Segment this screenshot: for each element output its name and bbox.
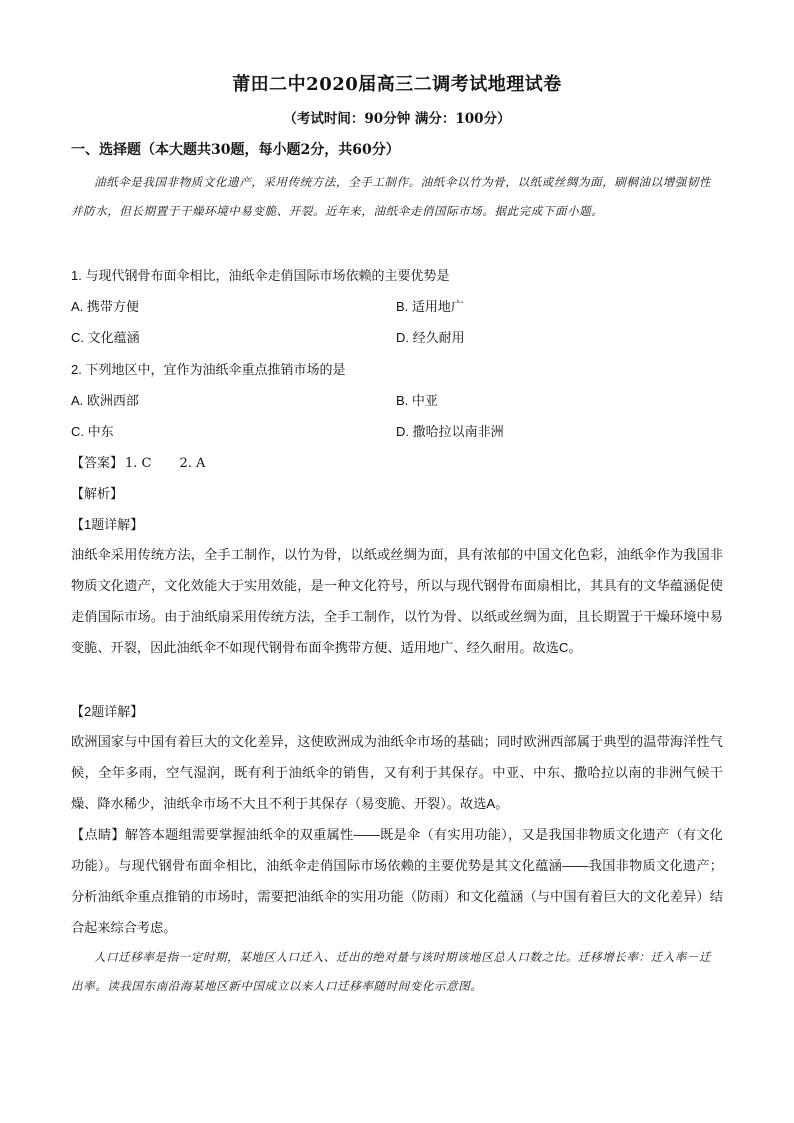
analysis-label: 【解析】 xyxy=(71,486,124,501)
material-passage-1: 油纸伞是我国非物质文化遗产，采用传统方法，全手工制作。油纸伞以竹为骨，以纸或丝绸为面，刷桐油以增强韧性并防水，但长期置于干燥环境中易变脆、开裂。近年来，油纸伞走俏国际市场。据此完成下面小题。 xyxy=(71,175,712,218)
q2-option-c: C. 中东 xyxy=(71,424,114,439)
comment-paragraph xyxy=(71,819,723,943)
comment-text: 解答本题组需要掌握油纸伞的双重属性——既是伞（有实用功能），又是我国非物质文化遗产（有文化功能）。与现代钢骨布面伞相比，油纸伞走俏国际市场依赖的主要优势是其文化蕴涵——我国非物质文化遗产；分析油纸伞重点推销的市场时，需要把油纸伞的实用功能（防雨）和文化蕴涵（与中国有着巨大的文化差异）结合起来综合考虑。 xyxy=(71,827,723,935)
detail-1-text: 油纸伞采用传统方法，全手工制作，以竹为骨，以纸或丝绸为面，具有浓郁的中国文化色彩，油纸伞作为我国非物质文化遗产，文化效能大于实用效能，是一种文化符号，所以与现代钢骨布面扇相比，其具有的文华蕴涵促使走俏国际市场。由于油纸扇采用传统方法，全手工制作，以竹为骨、以纸或丝绸为面，且长期置于干燥环境中易变脆、开裂，因此油纸伞不如现代钢骨布面伞携带方便、适用地广、经久耐用。故选C。 xyxy=(71,547,723,655)
answer-line xyxy=(71,452,205,471)
q2-option-b: B. 中亚 xyxy=(396,393,438,408)
question-1-stem: 1. 与现代钢骨布面伞相比，油纸伞走俏国际市场依赖的主要优势是 xyxy=(71,268,450,283)
detail-2-label: 【2题详解】 xyxy=(71,704,144,719)
q2-option-a: A. 欧洲西部 xyxy=(71,393,139,408)
answer-2: 2. A xyxy=(179,456,206,471)
material-passage-2: 人口迁移率是指一定时期，某地区人口迁入、迁出的绝对量与该时期该地区总人口数之比。迁移增长率：迁入率－迁出率。读我国东南沿海某地区新中国成立以来人口迁移率随时间变化示意图。 xyxy=(71,950,712,993)
q2-option-d: D. 撒哈拉以南非洲 xyxy=(396,424,504,439)
q1-option-d: D. 经久耐用 xyxy=(396,330,465,345)
q1-option-c: C. 文化蕴涵 xyxy=(71,330,140,345)
q1-option-a: A. 携带方便 xyxy=(71,299,139,314)
answer-label: 【答案】 xyxy=(71,455,124,470)
q1-option-b: B. 适用地广 xyxy=(396,299,464,314)
detail-1-label: 【1题详解】 xyxy=(71,517,144,532)
answer-1: 1. C xyxy=(125,456,152,471)
comment-label: 【点睛】 xyxy=(71,827,125,842)
section-heading: 一、选择题（本大题共30题，每小题2分，共60分） xyxy=(71,142,400,158)
detail-2-text: 欧洲国家与中国有着巨大的文化差异，这使欧洲成为油纸伞市场的基础；同时欧洲西部属于典型的温带海洋性气候，全年多雨，空气湿润，既有利于油纸伞的销售，又有利于其保存。中亚、中东、撒哈拉以南的非洲气候干燥、降水稀少，油纸伞市场不大且不利于其保存（易变脆、开裂）。故选A。 xyxy=(71,734,723,811)
exam-info: （考试时间：90分钟 满分：100分） xyxy=(283,111,511,127)
page-title: 莆田二中2020届高三二调考试地理试卷 xyxy=(232,74,562,95)
question-2-stem: 2. 下列地区中，宜作为油纸伞重点推销市场的是 xyxy=(71,362,346,377)
